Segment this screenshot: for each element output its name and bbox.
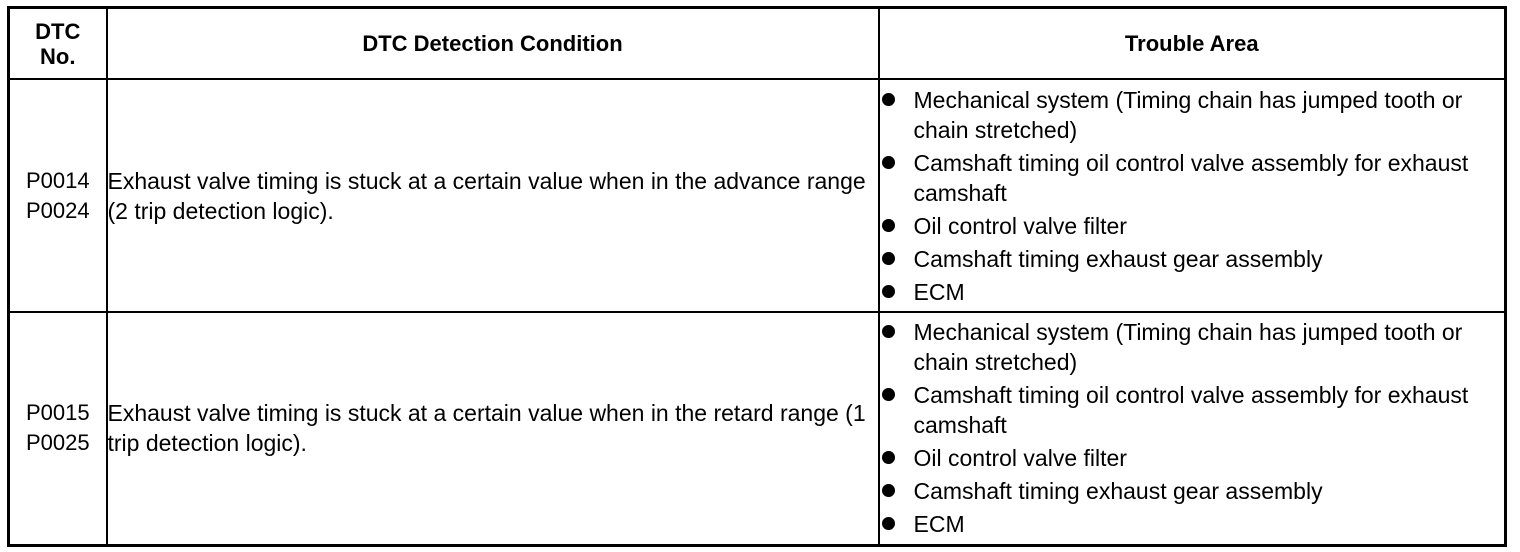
list-item-text: Mechanical system (Timing chain has jumped tooth or chain stretched) — [913, 319, 1463, 376]
list-item-text: Camshaft timing oil control valve assembly for exhaust camshaft — [913, 382, 1469, 439]
bullet-icon — [882, 252, 895, 265]
dtc-code-cell — [9, 79, 107, 312]
trouble-area-list — [880, 85, 1505, 307]
list-item — [880, 317, 1505, 377]
list-item-text: Camshaft timing oil control valve assembly for exhaust camshaft — [913, 149, 1469, 206]
detection-condition: Exhaust valve timing is stuck at a certain value when in the retard range (1 trip detection logic). — [107, 312, 879, 545]
list-item-text: Oil control valve filter — [913, 212, 1127, 239]
list-item — [880, 380, 1505, 440]
header-trouble-area: Trouble Area — [879, 8, 1506, 80]
table-row — [9, 312, 1506, 545]
list-item — [880, 509, 1505, 539]
bullet-icon — [882, 285, 895, 298]
bullet-icon — [882, 451, 895, 464]
list-item-text: ECM — [913, 511, 965, 538]
bullet-icon — [882, 484, 895, 497]
dtc-table — [7, 6, 1507, 547]
dtc-code-cell — [9, 312, 107, 545]
list-item — [880, 476, 1505, 506]
trouble-area-cell — [879, 312, 1506, 545]
list-item — [880, 148, 1505, 208]
table-row — [9, 79, 1506, 312]
bullet-icon — [882, 156, 895, 169]
list-item — [880, 85, 1505, 145]
trouble-area-cell — [879, 79, 1506, 312]
header-dtc-no: DTC No. — [9, 8, 107, 80]
dtc-code: P0025 — [25, 430, 90, 456]
list-item — [880, 211, 1505, 241]
bullet-icon — [882, 93, 895, 106]
list-item — [880, 244, 1505, 274]
list-item — [880, 443, 1505, 473]
dtc-code: P0024 — [25, 197, 90, 223]
dtc-code: P0014 — [25, 167, 90, 193]
trouble-area-list — [880, 317, 1505, 539]
list-item-text: Camshaft timing exhaust gear assembly — [913, 245, 1323, 272]
list-item-text: Camshaft timing exhaust gear assembly — [913, 478, 1323, 505]
bullet-icon — [882, 388, 895, 401]
list-item-text: Oil control valve filter — [913, 445, 1127, 472]
list-item — [880, 277, 1505, 307]
dtc-code: P0015 — [25, 400, 90, 426]
bullet-icon — [882, 219, 895, 232]
header-row — [9, 8, 1506, 80]
bullet-icon — [882, 517, 895, 530]
detection-condition: Exhaust valve timing is stuck at a certain value when in the advance range (2 trip detection logic). — [107, 79, 879, 312]
bullet-icon — [882, 325, 895, 338]
list-item-text: ECM — [913, 278, 965, 305]
list-item-text: Mechanical system (Timing chain has jumped tooth or chain stretched) — [913, 86, 1463, 143]
header-detection-condition: DTC Detection Condition — [107, 8, 879, 80]
